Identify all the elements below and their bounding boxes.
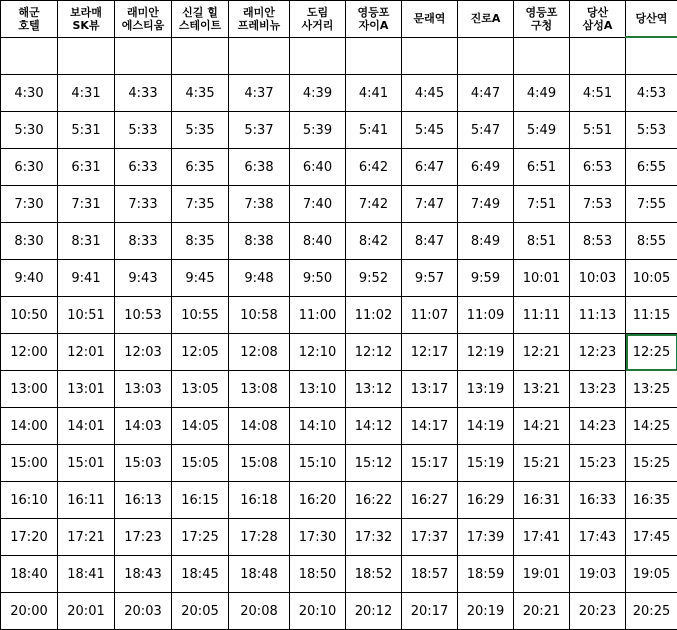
table-row [1, 260, 677, 297]
time-cell[interactable]: 14:23 [570, 408, 626, 445]
time-cell[interactable]: 6:35 [172, 149, 229, 186]
stop-name-line: 진로A [470, 12, 501, 26]
time-cell[interactable]: 20:19 [458, 593, 514, 630]
time-cell[interactable]: 7:49 [458, 186, 514, 223]
stop-header[interactable] [346, 1, 402, 38]
time-cell[interactable]: 18:43 [115, 556, 172, 593]
table-row [1, 445, 677, 482]
time-cell[interactable]: 8:42 [346, 223, 402, 260]
stop-name-line: 신길 힐 [182, 5, 218, 19]
empty-cell[interactable] [570, 37, 626, 75]
time-cell[interactable]: 16:20 [290, 482, 346, 519]
time-cell[interactable]: 13:03 [115, 371, 172, 408]
time-cell[interactable]: 7:51 [514, 186, 570, 223]
time-cell[interactable]: 17:37 [402, 519, 458, 556]
time-cell[interactable]: 6:38 [229, 149, 290, 186]
time-cell[interactable]: 4:39 [290, 75, 346, 112]
stop-header[interactable] [229, 1, 290, 38]
time-cell[interactable]: 18:48 [229, 556, 290, 593]
time-cell[interactable]: 4:37 [229, 75, 290, 112]
table-row [1, 149, 677, 186]
time-cell[interactable]: 7:47 [402, 186, 458, 223]
time-cell[interactable]: 10:51 [58, 297, 115, 334]
time-cell[interactable]: 14:17 [402, 408, 458, 445]
table-row [1, 334, 677, 371]
stop-header[interactable] [570, 1, 626, 38]
empty-row [1, 37, 677, 75]
time-cell[interactable]: 6:33 [115, 149, 172, 186]
time-cell[interactable]: 8:31 [58, 223, 115, 260]
time-cell[interactable]: 20:08 [229, 593, 290, 630]
time-cell[interactable]: 6:51 [514, 149, 570, 186]
time-cell[interactable]: 15:17 [402, 445, 458, 482]
time-cell[interactable]: 15:12 [346, 445, 402, 482]
empty-cell[interactable] [58, 37, 115, 75]
stop-header[interactable] [402, 1, 458, 38]
time-cell[interactable]: 20:05 [172, 593, 229, 630]
time-cell[interactable]: 5:51 [570, 112, 626, 149]
time-cell[interactable]: 18:50 [290, 556, 346, 593]
time-cell[interactable]: 18:57 [402, 556, 458, 593]
time-cell[interactable]: 17:21 [58, 519, 115, 556]
stop-name-line: 자이A [358, 18, 389, 32]
time-cell[interactable]: 7:42 [346, 186, 402, 223]
time-cell[interactable]: 8:53 [570, 223, 626, 260]
empty-cell[interactable] [514, 37, 570, 75]
time-cell[interactable]: 6:53 [570, 149, 626, 186]
time-cell[interactable]: 8:40 [290, 223, 346, 260]
time-cell[interactable]: 15:00 [1, 445, 58, 482]
time-cell[interactable]: 8:33 [115, 223, 172, 260]
table-row [1, 556, 677, 593]
time-cell[interactable]: 15:10 [290, 445, 346, 482]
time-cell[interactable]: 10:05 [626, 260, 677, 297]
time-cell[interactable]: 12:05 [172, 334, 229, 371]
time-cell[interactable]: 9:43 [115, 260, 172, 297]
time-cell[interactable]: 17:25 [172, 519, 229, 556]
time-cell[interactable]: 8:35 [172, 223, 229, 260]
time-cell[interactable]: 6:40 [290, 149, 346, 186]
time-cell[interactable]: 16:13 [115, 482, 172, 519]
time-cell[interactable]: 7:30 [1, 186, 58, 223]
time-cell[interactable]: 16:11 [58, 482, 115, 519]
time-cell[interactable]: 7:35 [172, 186, 229, 223]
time-cell[interactable]: 15:01 [58, 445, 115, 482]
time-cell[interactable]: 16:31 [514, 482, 570, 519]
table-row [1, 519, 677, 556]
time-cell[interactable]: 4:53 [626, 75, 677, 112]
table-row [1, 297, 677, 334]
time-cell[interactable]: 20:17 [402, 593, 458, 630]
stop-header[interactable] [290, 1, 346, 38]
time-cell[interactable]: 5:53 [626, 112, 677, 149]
time-cell[interactable]: 10:58 [229, 297, 290, 334]
time-cell[interactable]: 9:59 [458, 260, 514, 297]
stop-name-line: 호텔 [18, 18, 40, 32]
time-cell[interactable]: 8:38 [229, 223, 290, 260]
time-cell[interactable]: 10:01 [514, 260, 570, 297]
time-cell[interactable]: 17:32 [346, 519, 402, 556]
stop-name-line: 에스티움 [121, 18, 165, 32]
stop-header[interactable] [458, 1, 514, 38]
time-cell[interactable]: 13:23 [570, 371, 626, 408]
time-cell[interactable]: 14:19 [458, 408, 514, 445]
time-cell[interactable]: 15:25 [626, 445, 677, 482]
time-cell[interactable]: 4:41 [346, 75, 402, 112]
time-cell[interactable]: 13:00 [1, 371, 58, 408]
time-cell[interactable]: 7:55 [626, 186, 677, 223]
time-cell[interactable]: 20:01 [58, 593, 115, 630]
time-cell[interactable]: 7:31 [58, 186, 115, 223]
time-cell[interactable]: 5:35 [172, 112, 229, 149]
time-cell[interactable]: 16:35 [626, 482, 677, 519]
time-cell[interactable]: 18:40 [1, 556, 58, 593]
time-cell[interactable]: 14:01 [58, 408, 115, 445]
stop-header[interactable] [626, 1, 677, 38]
stop-name-line: 구청 [530, 18, 553, 32]
time-cell[interactable]: 14:08 [229, 408, 290, 445]
time-cell[interactable]: 8:49 [458, 223, 514, 260]
time-cell[interactable]: 12:12 [346, 334, 402, 371]
time-cell[interactable]: 15:03 [115, 445, 172, 482]
stop-name-line: 도림 [306, 5, 329, 19]
time-cell[interactable]: 13:10 [290, 371, 346, 408]
time-cell[interactable]: 20:10 [290, 593, 346, 630]
time-cell[interactable]: 17:39 [458, 519, 514, 556]
time-cell[interactable]: 16:18 [229, 482, 290, 519]
time-cell[interactable]: 9:41 [58, 260, 115, 297]
time-cell[interactable]: 12:01 [58, 334, 115, 371]
stop-name-line: 영등포 [525, 5, 558, 19]
time-cell[interactable]: 15:23 [570, 445, 626, 482]
time-cell[interactable]: 14:25 [626, 408, 677, 445]
time-cell[interactable]: 5:49 [514, 112, 570, 149]
stop-header[interactable] [1, 1, 58, 38]
time-cell[interactable]: 13:12 [346, 371, 402, 408]
stop-name-line: 사거리 [301, 18, 334, 32]
time-cell[interactable]: 19:01 [514, 556, 570, 593]
time-cell[interactable]: 17:43 [570, 519, 626, 556]
time-cell[interactable]: 13:21 [514, 371, 570, 408]
time-cell[interactable]: 10:53 [115, 297, 172, 334]
time-cell[interactable]: 13:25 [626, 371, 677, 408]
empty-cell[interactable] [458, 37, 514, 75]
time-cell[interactable]: 4:45 [402, 75, 458, 112]
empty-cell[interactable] [290, 37, 346, 75]
time-cell[interactable]: 11:15 [626, 297, 677, 334]
time-cell[interactable]: 9:50 [290, 260, 346, 297]
time-cell[interactable]: 16:10 [1, 482, 58, 519]
time-cell[interactable]: 6:42 [346, 149, 402, 186]
time-cell[interactable]: 17:45 [626, 519, 677, 556]
stop-name-line: 영등포 [357, 5, 390, 19]
time-cell[interactable]: 8:30 [1, 223, 58, 260]
time-cell[interactable]: 13:08 [229, 371, 290, 408]
time-cell[interactable]: 9:40 [1, 260, 58, 297]
time-cell[interactable]: 7:38 [229, 186, 290, 223]
stop-name-line: 당산역 [635, 12, 668, 25]
time-cell[interactable]: 14:05 [172, 408, 229, 445]
time-cell[interactable]: 20:12 [346, 593, 402, 630]
time-cell[interactable]: 18:52 [346, 556, 402, 593]
time-cell[interactable]: 6:55 [626, 149, 677, 186]
timetable-body [1, 37, 677, 630]
time-cell[interactable]: 20:23 [570, 593, 626, 630]
time-cell[interactable]: 20:25 [626, 593, 677, 630]
time-cell[interactable]: 18:59 [458, 556, 514, 593]
table-row [1, 75, 677, 112]
header-row [1, 1, 677, 38]
table-row [1, 371, 677, 408]
table-row [1, 593, 677, 630]
table-row [1, 408, 677, 445]
time-cell[interactable]: 12:17 [402, 334, 458, 371]
time-cell[interactable]: 9:57 [402, 260, 458, 297]
time-cell[interactable]: 20:00 [1, 593, 58, 630]
time-cell[interactable]: 11:07 [402, 297, 458, 334]
time-cell[interactable]: 4:33 [115, 75, 172, 112]
time-cell[interactable]: 16:15 [172, 482, 229, 519]
time-cell[interactable]: 6:49 [458, 149, 514, 186]
table-row [1, 112, 677, 149]
empty-cell[interactable] [172, 37, 229, 75]
time-cell[interactable]: 12:03 [115, 334, 172, 371]
time-cell[interactable]: 10:50 [1, 297, 58, 334]
time-cell[interactable]: 8:47 [402, 223, 458, 260]
time-cell[interactable]: 17:30 [290, 519, 346, 556]
time-cell[interactable]: 12:00 [1, 334, 58, 371]
stop-name-line: 프레비뉴 [237, 18, 281, 32]
time-cell[interactable]: 14:00 [1, 408, 58, 445]
time-cell[interactable]: 5:41 [346, 112, 402, 149]
time-cell[interactable]: 11:11 [514, 297, 570, 334]
time-cell[interactable]: 7:33 [115, 186, 172, 223]
time-cell[interactable]: 18:45 [172, 556, 229, 593]
time-cell[interactable]: 5:45 [402, 112, 458, 149]
time-cell[interactable]: 9:52 [346, 260, 402, 297]
time-cell[interactable]: 13:05 [172, 371, 229, 408]
time-cell[interactable]: 15:08 [229, 445, 290, 482]
time-cell[interactable]: 20:21 [514, 593, 570, 630]
time-cell[interactable]: 14:03 [115, 408, 172, 445]
stop-name-line: SK뷰 [72, 18, 100, 32]
time-cell[interactable]: 16:22 [346, 482, 402, 519]
time-cell[interactable]: 11:09 [458, 297, 514, 334]
time-cell[interactable]: 12:23 [570, 334, 626, 371]
time-cell[interactable]: 8:55 [626, 223, 677, 260]
time-cell[interactable]: 12:21 [514, 334, 570, 371]
time-cell[interactable]: 19:05 [626, 556, 677, 593]
stop-name-line: 삼성A [582, 18, 613, 32]
time-cell[interactable]: 13:01 [58, 371, 115, 408]
time-cell[interactable]: 6:47 [402, 149, 458, 186]
time-cell[interactable]: 14:10 [290, 408, 346, 445]
time-cell[interactable]: 4:35 [172, 75, 229, 112]
time-cell[interactable]: 5:31 [58, 112, 115, 149]
stop-header[interactable] [58, 1, 115, 38]
time-cell[interactable]: 12:08 [229, 334, 290, 371]
time-cell[interactable]: 14:12 [346, 408, 402, 445]
time-cell[interactable]: 10:03 [570, 260, 626, 297]
time-cell[interactable]: 4:30 [1, 75, 58, 112]
time-cell[interactable]: 4:47 [458, 75, 514, 112]
time-cell[interactable]: 13:17 [402, 371, 458, 408]
stop-header[interactable] [172, 1, 229, 38]
time-cell[interactable]: 11:02 [346, 297, 402, 334]
time-cell[interactable]: 11:00 [290, 297, 346, 334]
stop-name-line: 해군 [18, 5, 40, 19]
time-cell[interactable]: 6:31 [58, 149, 115, 186]
empty-cell[interactable] [1, 37, 58, 75]
stop-name-line: 스테이트 [178, 18, 222, 32]
time-cell[interactable]: 12:10 [290, 334, 346, 371]
time-cell[interactable]: 5:33 [115, 112, 172, 149]
time-cell[interactable]: 7:53 [570, 186, 626, 223]
time-cell[interactable]: 9:48 [229, 260, 290, 297]
empty-cell[interactable] [346, 37, 402, 75]
empty-cell[interactable] [229, 37, 290, 75]
stop-name-line: 문래역 [413, 12, 446, 26]
stop-header[interactable] [514, 1, 570, 38]
stop-header[interactable] [115, 1, 172, 38]
time-cell[interactable]: 20:03 [115, 593, 172, 630]
time-cell[interactable]: 5:30 [1, 112, 58, 149]
time-cell[interactable]: 4:31 [58, 75, 115, 112]
time-cell[interactable]: 18:41 [58, 556, 115, 593]
time-cell[interactable]: 5:39 [290, 112, 346, 149]
empty-cell[interactable] [626, 37, 677, 75]
time-cell[interactable]: 15:19 [458, 445, 514, 482]
time-cell[interactable]: 4:49 [514, 75, 570, 112]
time-cell[interactable]: 5:47 [458, 112, 514, 149]
time-cell[interactable]: 7:40 [290, 186, 346, 223]
table-row [1, 186, 677, 223]
time-cell[interactable]: 4:51 [570, 75, 626, 112]
time-cell[interactable]: 10:55 [172, 297, 229, 334]
time-cell[interactable]: 6:30 [1, 149, 58, 186]
time-cell[interactable]: 17:28 [229, 519, 290, 556]
time-cell[interactable]: 16:29 [458, 482, 514, 519]
time-cell[interactable]: 17:41 [514, 519, 570, 556]
table-row [1, 482, 677, 519]
time-cell[interactable]: 15:05 [172, 445, 229, 482]
time-cell[interactable]: 19:03 [570, 556, 626, 593]
time-cell[interactable]: 5:37 [229, 112, 290, 149]
selected-time-cell[interactable]: 12:25 [626, 334, 677, 371]
stop-name-line: 래미안 [127, 5, 159, 19]
time-cell[interactable]: 13:19 [458, 371, 514, 408]
time-cell[interactable]: 11:13 [570, 297, 626, 334]
stop-name-line: 래미안 [243, 5, 275, 19]
stop-name-line: 당산 [586, 5, 609, 19]
table-row [1, 223, 677, 260]
time-cell[interactable]: 17:20 [1, 519, 58, 556]
empty-cell[interactable] [115, 37, 172, 75]
empty-cell[interactable] [402, 37, 458, 75]
stop-name-line: 보라매 [70, 5, 102, 19]
time-cell[interactable]: 9:45 [172, 260, 229, 297]
time-cell[interactable]: 16:27 [402, 482, 458, 519]
time-cell[interactable]: 15:21 [514, 445, 570, 482]
time-cell[interactable]: 16:33 [570, 482, 626, 519]
time-cell[interactable]: 17:23 [115, 519, 172, 556]
time-cell[interactable]: 12:19 [458, 334, 514, 371]
time-cell[interactable]: 8:51 [514, 223, 570, 260]
time-cell[interactable]: 14:21 [514, 408, 570, 445]
